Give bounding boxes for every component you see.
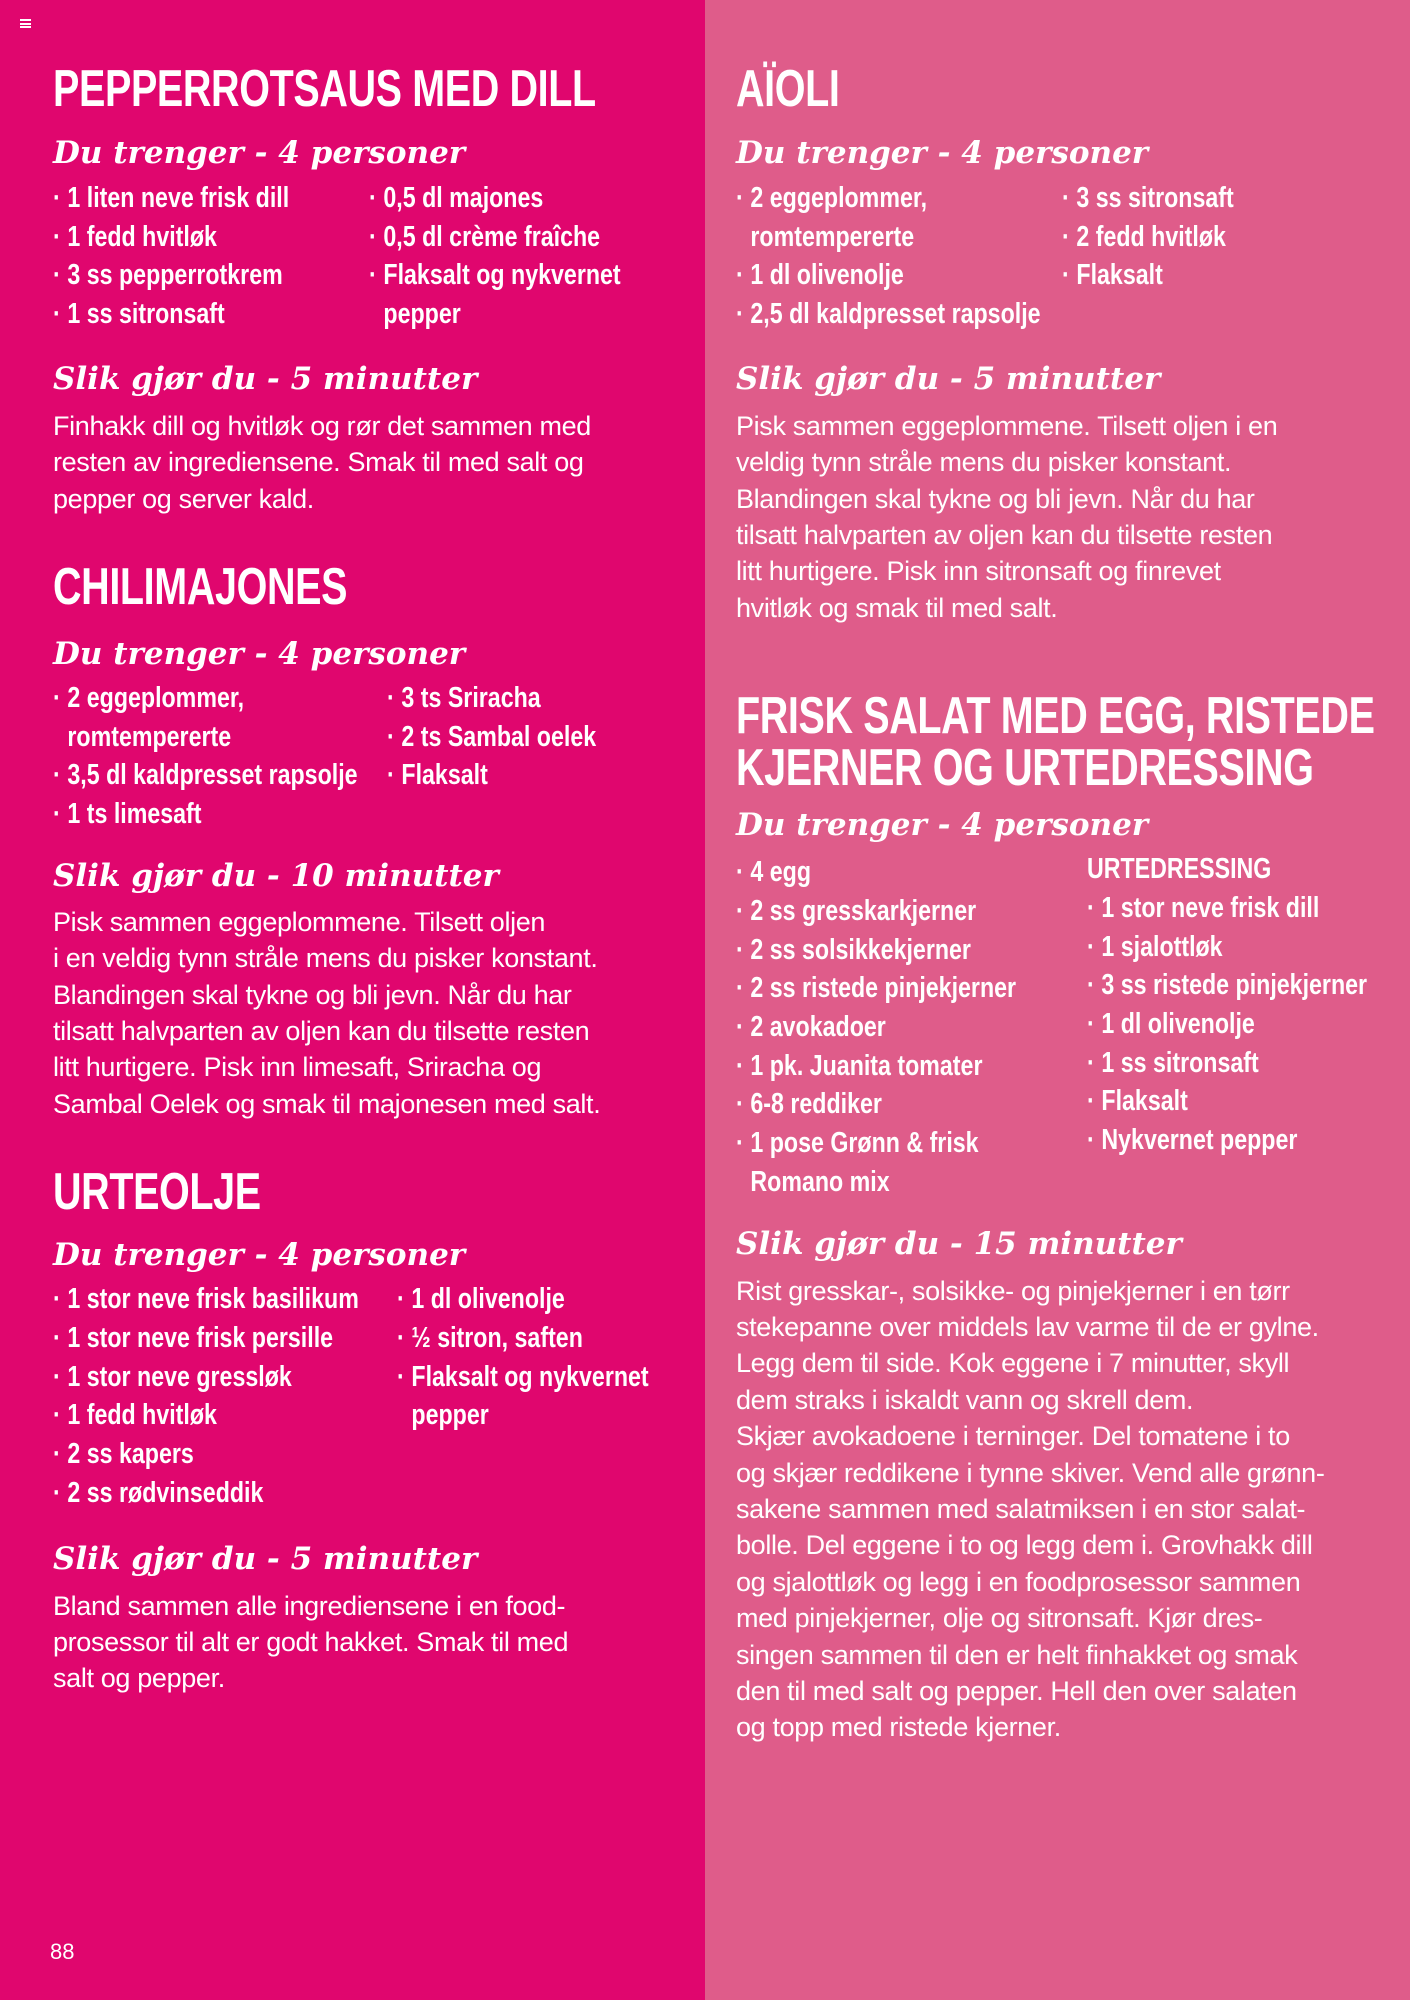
method-text: Rist gresskar-, solsikke- og pinjekjerner i en tørr stekepanne over middels lav varme til de er gylne. Legg dem til side. Kok eggene i 7 minutter, skyll dem straks i iskaldt vann og skrell dem. Skjær avokadoene i terninger. Del tomatene i to og skjær reddikene i tynne skiver. Vend alle grønn- sakene sammen med salatmiksen i en stor salat- bolle. Del eggene i to og legg dem i. Grovhakk dill og sjalottløk og legg i en foodprosessor sammen med pinjekjerner, olje og sitronsaft. Kjør dres- singen sammen til den er helt finhakket og smak den til med salt og pepper. Hell den over salaten og topp med ristede kjerner. (736, 1275, 1325, 1743)
list-item: · 1 fedd hvitløk (53, 218, 306, 257)
list-item: · 1 stor neve frisk persille (53, 1319, 328, 1358)
ingredient-column (736, 853, 1087, 1201)
ingredient-column (736, 179, 1062, 334)
recipe-title: FRISK SALAT MED EGG, RISTEDE (736, 687, 1375, 746)
dressing-column (1087, 853, 1410, 1201)
list-item: · 0,5 dl majones (369, 179, 621, 218)
list-item: · 3 ss ristede pinjekjerner (1087, 966, 1367, 1005)
list-item: · 1 sjalottløk (1087, 928, 1367, 967)
list-item: · Nykvernet pepper (1087, 1121, 1367, 1160)
list-item: · 1 stor neve frisk dill (1087, 889, 1367, 928)
method-heading: Slik gjør du - 15 minutter (736, 1225, 1182, 1262)
menu-icon[interactable] (20, 19, 31, 28)
method-heading: Slik gjør du - 5 minutter (53, 1540, 478, 1577)
list-item: · 1 ts limesaft (53, 795, 320, 834)
list-item: · 2,5 dl kaldpresset rapsolje (736, 295, 997, 334)
list-item: · 2 ts Sambal oelek (387, 718, 609, 757)
list-item: · 1 ss sitronsaft (53, 295, 306, 334)
ingredient-column (397, 1280, 712, 1512)
servings-heading: Du trenger - 4 personer (736, 807, 1149, 844)
list-item: · 6-8 reddiker (736, 1085, 1017, 1124)
list-item: · 3,5 dl kaldpresset rapsolje (53, 756, 320, 795)
servings-heading: Du trenger - 4 personer (736, 135, 1149, 171)
list-item: · 2 fedd hvitløk (1062, 218, 1316, 257)
ingredient-column (1087, 889, 1410, 1160)
page-number: 88 (50, 1939, 75, 1964)
list-item: · 1 liten neve frisk dill (53, 179, 306, 218)
ingredient-column (53, 179, 369, 334)
list-item: · Flaksalt (387, 756, 609, 795)
list-item: · 1 pk. Juanita tomater (736, 1047, 1017, 1086)
list-item: · 3 ts Sriracha (387, 679, 609, 718)
list-item: · 2 avokadoer (736, 1008, 1017, 1047)
list-item: · 0,5 dl crème fraîche (369, 218, 621, 257)
list-item: · 1 dl olivenolje (1087, 1005, 1367, 1044)
method-text: Bland sammen alle ingrediensene i en food- prosessor til alt er godt hakket. Smak til med salt og pepper. (53, 1590, 569, 1694)
list-item: · 1 stor neve frisk basilikum (53, 1280, 328, 1319)
list-item: · 1 ss sitronsaft (1087, 1044, 1367, 1083)
list-item: · 1 pose Grønn & frisk Romano mix (736, 1124, 1017, 1201)
ingredient-list (53, 679, 665, 834)
method-heading: Slik gjør du - 5 minutter (53, 360, 478, 397)
list-item: · 1 dl olivenolje (397, 1280, 649, 1319)
list-item: · 2 eggeplommer, romtempererte (53, 679, 320, 756)
ingredient-list (53, 1280, 665, 1512)
list-item: · 2 ss gresskarkjerner (736, 892, 1017, 931)
list-item: · 4 egg (736, 853, 1017, 892)
list-item: · ½ sitron, saften (397, 1319, 649, 1358)
method-text: Pisk sammen eggeplommene. Tilsett oljen i en veldig tynn stråle mens du pisker konstant. Blandingen skal tykne og bli jevn. Når du har tilsatt halvparten av oljen kan du tilsette resten litt hurtigere. Pisk inn sitronsaft og finrevet hvitløk og smak til med salt. (736, 410, 1278, 623)
list-item: · 2 eggeplommer, romtempererte (736, 179, 997, 256)
ingredient-column (53, 679, 387, 834)
servings-heading: Du trenger - 4 personer (53, 135, 466, 171)
list-item: · 2 ss kapers (53, 1435, 328, 1474)
right-column (705, 0, 1410, 2000)
list-item: · 2 ss solsikkekjerner (736, 931, 1017, 970)
list-item: · 3 ss sitronsaft (1062, 179, 1316, 218)
list-item: · 1 stor neve gressløk (53, 1358, 328, 1397)
ingredient-list (53, 179, 665, 334)
ingredient-list (736, 853, 1380, 1201)
list-item: · 3 ss pepperrotkrem (53, 256, 306, 295)
servings-heading: Du trenger - 4 personer (53, 636, 466, 673)
list-item: · 1 fedd hvitløk (53, 1396, 328, 1435)
method-heading: Slik gjør du - 10 minutter (53, 857, 499, 894)
servings-heading: Du trenger - 4 personer (53, 1237, 466, 1274)
recipe-title: URTEOLJE (53, 1163, 261, 1222)
recipe-title: AÏOLI (736, 60, 840, 118)
list-item: · 2 ss ristede pinjekjerner (736, 969, 1017, 1008)
ingredient-column (369, 179, 684, 334)
ingredient-list (736, 179, 1380, 334)
ingredient-column (387, 679, 665, 834)
list-item: · 2 ss rødvinseddik (53, 1474, 328, 1513)
list-item: · Flaksalt og nykvernet pepper (369, 256, 621, 333)
recipe-title: CHILIMAJONES (53, 558, 348, 617)
method-text: Pisk sammen eggeplommene. Tilsett oljen i en veldig tynn stråle mens du pisker konstant. Blandingen skal tykne og bli jevn. Når du har tilsatt halvparten av oljen kan du tilsette resten litt hurtigere. Pisk inn limesaft, Sriracha og Sambal Oelek og smak til majonesen med salt. (53, 906, 601, 1119)
list-item: · Flaksalt (1087, 1082, 1367, 1121)
list-item: · Flaksalt og nykvernet pepper (397, 1358, 649, 1435)
list-item: · Flaksalt (1062, 256, 1316, 295)
recipe-title: PEPPERROTSAUS MED DILL (53, 60, 596, 118)
dressing-heading: URTEDRESSING (1087, 853, 1272, 886)
recipe-title-line2: KJERNER OG URTEDRESSING (736, 739, 1314, 798)
method-text: Finhakk dill og hvitløk og rør det sammen med resten av ingrediensene. Smak til med salt og pepper og server kald. (53, 410, 591, 514)
ingredient-column (1062, 179, 1380, 334)
list-item: · 1 dl olivenolje (736, 256, 997, 295)
method-heading: Slik gjør du - 5 minutter (736, 360, 1161, 397)
ingredient-column (53, 1280, 397, 1512)
